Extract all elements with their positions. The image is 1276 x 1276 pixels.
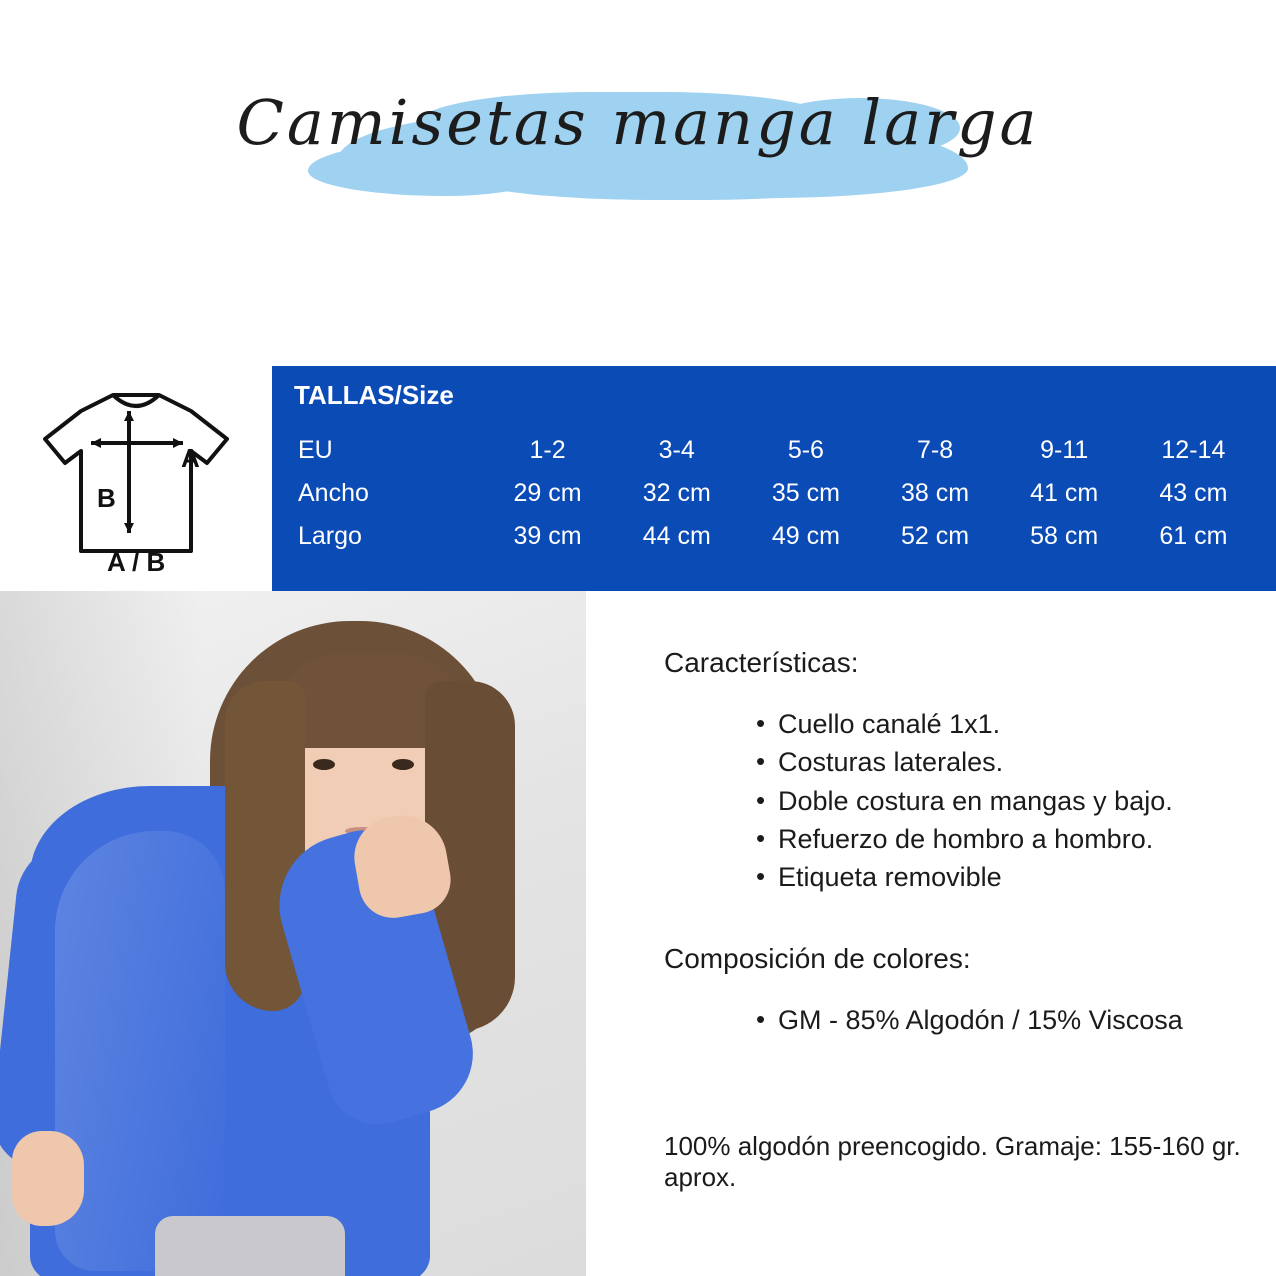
composition-title: Composición de colores: <box>664 942 971 974</box>
product-photo <box>0 591 586 1276</box>
cell-eu-4: 9-11 <box>1040 436 1089 464</box>
cell-largo-3: 52 cm <box>901 522 970 550</box>
table-row-largo <box>294 515 1258 558</box>
fabric-note: 100% algodón preencogido. Gramaje: 155-160 gr. aprox. <box>664 1130 1241 1192</box>
cell-ancho-5: 43 cm <box>1159 479 1228 507</box>
size-table <box>0 366 1276 591</box>
list-item: • Costuras laterales. <box>756 743 1250 781</box>
row-label-largo: Largo <box>298 522 362 550</box>
cell-ancho-2: 35 cm <box>771 479 840 507</box>
row-label-ancho: Ancho <box>298 479 369 507</box>
title-banner <box>0 0 1276 360</box>
cell-largo-4: 58 cm <box>1030 522 1099 550</box>
cell-largo-5: 61 cm <box>1159 522 1228 550</box>
svg-text:A: A <box>181 443 200 473</box>
size-table-heading: TALLAS/Size <box>294 380 454 410</box>
list-item: • Etiqueta removible <box>756 858 1250 896</box>
row-label-eu: EU <box>298 436 333 464</box>
page-title: Camisetas manga larga <box>236 86 1040 159</box>
cell-eu-1: 3-4 <box>658 436 695 464</box>
features-list <box>664 705 1250 897</box>
svg-text:B: B <box>97 483 116 513</box>
list-item: • Refuerzo de hombro a hombro. <box>756 820 1250 858</box>
cell-eu-0: 1-2 <box>529 436 566 464</box>
list-item: • GM - 85% Algodón / 15% Viscosa <box>756 1001 1250 1039</box>
cell-ancho-4: 41 cm <box>1030 479 1099 507</box>
list-item: • Cuello canalé 1x1. <box>756 705 1250 743</box>
composition-list <box>664 1001 1250 1039</box>
cell-largo-2: 49 cm <box>771 522 840 550</box>
features-title: Características: <box>664 647 859 678</box>
table-row-ancho <box>294 472 1258 515</box>
cell-eu-3: 7-8 <box>916 436 954 464</box>
list-item: • Doble costura en mangas y bajo. <box>756 782 1250 820</box>
cell-ancho-3: 38 cm <box>901 479 970 507</box>
cell-ancho-1: 32 cm <box>642 479 711 507</box>
cell-eu-2: 5-6 <box>787 436 824 464</box>
product-info <box>586 591 1276 1276</box>
svg-text:A / B: A / B <box>107 547 166 576</box>
table-row-eu <box>294 429 1258 472</box>
cell-eu-5: 12-14 <box>1161 436 1226 464</box>
cell-largo-0: 39 cm <box>513 522 582 550</box>
cell-largo-1: 44 cm <box>642 522 711 550</box>
size-table-body <box>272 366 1276 591</box>
product-detail-section <box>0 591 1276 1276</box>
tshirt-measure-icon <box>0 366 272 591</box>
cell-ancho-0: 29 cm <box>513 479 582 507</box>
